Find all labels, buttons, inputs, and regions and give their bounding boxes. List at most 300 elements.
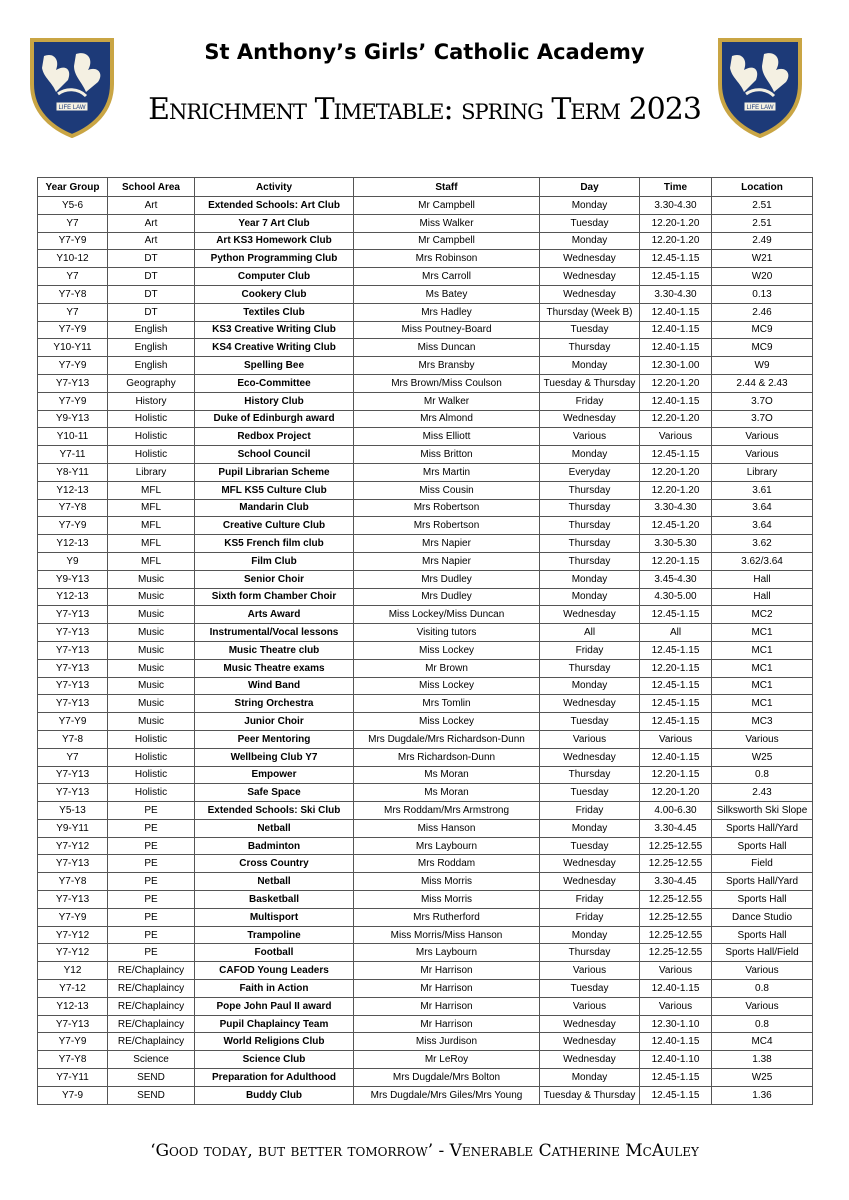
table-cell: Thursday (540, 659, 640, 677)
table-row (38, 784, 813, 802)
table-cell: Y7-Y12 (38, 837, 108, 855)
table-cell: Monday (540, 926, 640, 944)
table-cell: Mrs Roddam/Mrs Armstrong (354, 802, 540, 820)
table-row (38, 303, 813, 321)
table-cell: Miss Morris/Miss Hanson (354, 926, 540, 944)
table-cell: Y12-13 (38, 588, 108, 606)
table-cell: W25 (712, 748, 813, 766)
table-row (38, 624, 813, 642)
table-cell: Various (712, 962, 813, 980)
table-cell: W25 (712, 1069, 813, 1087)
table-cell: Monday (540, 357, 640, 375)
table-row (38, 659, 813, 677)
table-cell: Sports Hall/Yard (712, 819, 813, 837)
table-row (38, 428, 813, 446)
table-cell: RE/Chaplaincy (108, 962, 195, 980)
table-row (38, 463, 813, 481)
table-cell: MC9 (712, 339, 813, 357)
table-cell: Miss Britton (354, 446, 540, 464)
table-cell: Mr Campbell (354, 197, 540, 215)
table-cell: 12.40-1.15 (640, 392, 712, 410)
table-row (38, 1069, 813, 1087)
table-cell: Holistic (108, 730, 195, 748)
table-cell: Trampoline (195, 926, 354, 944)
table-cell: PE (108, 802, 195, 820)
table-cell: Visiting tutors (354, 624, 540, 642)
table-cell: 0.8 (712, 766, 813, 784)
table-cell: Various (640, 962, 712, 980)
table-row (38, 410, 813, 428)
table-cell: 12.40-1.15 (640, 303, 712, 321)
table-cell: Redbox Project (195, 428, 354, 446)
table-row (38, 517, 813, 535)
table-cell: Monday (540, 588, 640, 606)
table-row (38, 232, 813, 250)
table-cell: Art (108, 214, 195, 232)
table-cell: Mrs Napier (354, 535, 540, 553)
table-cell: 12.20-1.20 (640, 481, 712, 499)
table-cell: DT (108, 303, 195, 321)
table-cell: Miss Lockey (354, 713, 540, 731)
table-row (38, 766, 813, 784)
table-cell: 4.00-6.30 (640, 802, 712, 820)
table-cell: PE (108, 837, 195, 855)
table-cell: Mrs Dugdale/Mrs Bolton (354, 1069, 540, 1087)
crest-motto-right: LIFE LAW (746, 105, 774, 111)
table-header-row (38, 178, 813, 197)
table-cell: Y9 (38, 552, 108, 570)
table-cell: Music (108, 624, 195, 642)
table-row (38, 730, 813, 748)
table-cell: 12.20-1.15 (640, 659, 712, 677)
table-cell: Various (540, 962, 640, 980)
table-cell: Mrs Robertson (354, 517, 540, 535)
table-cell: English (108, 339, 195, 357)
table-cell: RE/Chaplaincy (108, 980, 195, 998)
table-cell: Thursday (Week B) (540, 303, 640, 321)
column-header: Time (640, 178, 712, 197)
table-cell: Basketball (195, 891, 354, 909)
table-cell: Music (108, 677, 195, 695)
table-cell: PE (108, 908, 195, 926)
table-cell: CAFOD Young Leaders (195, 962, 354, 980)
table-cell: Wednesday (540, 855, 640, 873)
table-cell: RE/Chaplaincy (108, 997, 195, 1015)
column-header: Day (540, 178, 640, 197)
table-cell: 0.8 (712, 980, 813, 998)
table-cell: Y10-11 (38, 428, 108, 446)
column-header: Location (712, 178, 813, 197)
table-cell: 2.46 (712, 303, 813, 321)
table-cell: Monday (540, 677, 640, 695)
table-cell: Cookery Club (195, 285, 354, 303)
table-cell: Y12-13 (38, 481, 108, 499)
table-row (38, 713, 813, 731)
table-cell: All (540, 624, 640, 642)
table-cell: Film Club (195, 552, 354, 570)
table-cell: All (640, 624, 712, 642)
table-cell: Thursday (540, 499, 640, 517)
table-cell: Cross Country (195, 855, 354, 873)
table-cell: 12.20-1.20 (640, 784, 712, 802)
table-row (38, 374, 813, 392)
table-cell: 2.49 (712, 232, 813, 250)
table-cell: Library (108, 463, 195, 481)
table-cell: English (108, 357, 195, 375)
table-cell: PE (108, 926, 195, 944)
table-cell: Various (712, 997, 813, 1015)
table-row (38, 926, 813, 944)
table-cell: 12.25-12.55 (640, 891, 712, 909)
table-cell: Y12 (38, 962, 108, 980)
table-cell: Music (108, 695, 195, 713)
table-cell: W20 (712, 268, 813, 286)
table-cell: Various (640, 997, 712, 1015)
table-cell: 3.61 (712, 481, 813, 499)
table-cell: Pupil Chaplaincy Team (195, 1015, 354, 1033)
table-cell: Various (540, 997, 640, 1015)
table-cell: Miss Walker (354, 214, 540, 232)
table-cell: Mrs Roddam (354, 855, 540, 873)
table-cell: Mrs Brown/Miss Coulson (354, 374, 540, 392)
table-cell: Y7-Y9 (38, 357, 108, 375)
table-cell: Wednesday (540, 1015, 640, 1033)
table-cell: Sports Hall (712, 926, 813, 944)
table-cell: Mandarin Club (195, 499, 354, 517)
table-cell: Mr LeRoy (354, 1051, 540, 1069)
table-cell: Multisport (195, 908, 354, 926)
table-row (38, 214, 813, 232)
table-cell: 3.30-5.30 (640, 535, 712, 553)
table-cell: 12.45-1.15 (640, 695, 712, 713)
table-cell: Music Theatre club (195, 641, 354, 659)
table-cell: Preparation for Adulthood (195, 1069, 354, 1087)
table-cell: Thursday (540, 535, 640, 553)
table-body (38, 197, 813, 1105)
table-cell: Safe Space (195, 784, 354, 802)
table-cell: Miss Lockey (354, 677, 540, 695)
table-row (38, 321, 813, 339)
table-row (38, 446, 813, 464)
table-cell: RE/Chaplaincy (108, 1015, 195, 1033)
table-cell: Mr Harrison (354, 980, 540, 998)
table-cell: Various (712, 446, 813, 464)
table-cell: SEND (108, 1086, 195, 1104)
table-cell: Friday (540, 891, 640, 909)
table-cell: Y7-Y9 (38, 232, 108, 250)
table-cell: Y7-Y13 (38, 606, 108, 624)
table-cell: MC1 (712, 659, 813, 677)
table-cell: Mrs Laybourn (354, 944, 540, 962)
document-title: Enrichment Timetable: spring Term 2023 (148, 92, 701, 127)
table-cell: Mrs Dudley (354, 570, 540, 588)
table-cell: Friday (540, 802, 640, 820)
table-cell: 3.7O (712, 392, 813, 410)
table-cell: Python Programming Club (195, 250, 354, 268)
table-cell: Silksworth Ski Slope (712, 802, 813, 820)
table-cell: Y7-Y8 (38, 499, 108, 517)
table-row (38, 908, 813, 926)
table-cell: 3.7O (712, 410, 813, 428)
table-cell: Extended Schools: Art Club (195, 197, 354, 215)
table-cell: Mrs Almond (354, 410, 540, 428)
table-row (38, 339, 813, 357)
table-cell: Tuesday (540, 713, 640, 731)
table-cell: Y10-12 (38, 250, 108, 268)
table-cell: 12.25-12.55 (640, 837, 712, 855)
table-cell: Music (108, 659, 195, 677)
table-cell: Music (108, 588, 195, 606)
table-cell: 12.45-1.15 (640, 641, 712, 659)
table-cell: Friday (540, 641, 640, 659)
table-cell: Miss Elliott (354, 428, 540, 446)
table-row (38, 606, 813, 624)
table-cell: Y7-9 (38, 1086, 108, 1104)
table-cell: 12.45-1.15 (640, 268, 712, 286)
table-row (38, 695, 813, 713)
table-cell: MFL (108, 499, 195, 517)
table-cell: Miss Jurdison (354, 1033, 540, 1051)
school-name: St Anthony’s Girls’ Catholic Academy (204, 40, 645, 64)
table-cell: 3.62/3.64 (712, 552, 813, 570)
table-cell: Various (712, 730, 813, 748)
table-cell: Sports Hall/Yard (712, 873, 813, 891)
table-cell: Pupil Librarian Scheme (195, 463, 354, 481)
table-cell: English (108, 321, 195, 339)
table-cell: Mrs Hadley (354, 303, 540, 321)
table-row (38, 285, 813, 303)
table-cell: Wednesday (540, 1051, 640, 1069)
table-cell: Tuesday (540, 321, 640, 339)
column-header: Staff (354, 178, 540, 197)
table-cell: Miss Poutney-Board (354, 321, 540, 339)
table-cell: 12.45-1.15 (640, 713, 712, 731)
table-row (38, 962, 813, 980)
table-cell: 12.40-1.15 (640, 339, 712, 357)
table-cell: Tuesday (540, 837, 640, 855)
table-row (38, 997, 813, 1015)
table-cell: Ms Moran (354, 784, 540, 802)
table-cell: Wednesday (540, 695, 640, 713)
table-row (38, 819, 813, 837)
table-cell: Y7-Y13 (38, 677, 108, 695)
table-cell: MC2 (712, 606, 813, 624)
table-cell: Monday (540, 1069, 640, 1087)
table-cell: Peer Mentoring (195, 730, 354, 748)
table-cell: Textiles Club (195, 303, 354, 321)
table-cell: Y7 (38, 748, 108, 766)
column-header: School Area (108, 178, 195, 197)
table-cell: Y9-Y13 (38, 410, 108, 428)
table-cell: MC9 (712, 321, 813, 339)
table-cell: Mr Brown (354, 659, 540, 677)
table-cell: Thursday (540, 552, 640, 570)
table-cell: Y7-11 (38, 446, 108, 464)
table-cell: 12.25-12.55 (640, 944, 712, 962)
table-cell: Holistic (108, 428, 195, 446)
table-cell: Y10-Y11 (38, 339, 108, 357)
table-row (38, 392, 813, 410)
table-cell: Monday (540, 197, 640, 215)
table-cell: Mrs Laybourn (354, 837, 540, 855)
table-cell: PE (108, 819, 195, 837)
table-cell: History Club (195, 392, 354, 410)
table-cell: Wednesday (540, 268, 640, 286)
table-row (38, 357, 813, 375)
table-cell: Y7-Y9 (38, 1033, 108, 1051)
table-cell: 12.45-1.15 (640, 606, 712, 624)
table-cell: Y7-Y9 (38, 392, 108, 410)
table-cell: Various (712, 428, 813, 446)
table-cell: Creative Culture Club (195, 517, 354, 535)
table-cell: MFL (108, 481, 195, 499)
table-cell: Art (108, 197, 195, 215)
table-cell: Mrs Napier (354, 552, 540, 570)
table-cell: 2.43 (712, 784, 813, 802)
table-cell: Thursday (540, 944, 640, 962)
table-cell: Ms Batey (354, 285, 540, 303)
table-row (38, 677, 813, 695)
table-cell: Mrs Dudley (354, 588, 540, 606)
table-cell: World Religions Club (195, 1033, 354, 1051)
table-cell: PE (108, 891, 195, 909)
table-row (38, 944, 813, 962)
table-cell: Monday (540, 570, 640, 588)
table-cell: Tuesday (540, 784, 640, 802)
table-cell: Y7-Y9 (38, 908, 108, 926)
table-cell: Thursday (540, 517, 640, 535)
table-cell: Various (640, 730, 712, 748)
table-cell: W9 (712, 357, 813, 375)
table-row (38, 552, 813, 570)
table-cell: Mrs Richardson-Dunn (354, 748, 540, 766)
table-cell: Y7-Y13 (38, 641, 108, 659)
column-header: Activity (195, 178, 354, 197)
table-cell: Y7-Y9 (38, 517, 108, 535)
table-cell: 12.45-1.15 (640, 446, 712, 464)
table-cell: 12.25-12.55 (640, 855, 712, 873)
table-cell: 1.38 (712, 1051, 813, 1069)
table-cell: 2.44 & 2.43 (712, 374, 813, 392)
table-cell: Y7-Y11 (38, 1069, 108, 1087)
table-cell: Y7-Y12 (38, 926, 108, 944)
table-cell: Y7-Y8 (38, 1051, 108, 1069)
table-cell: Wednesday (540, 873, 640, 891)
table-cell: Various (640, 428, 712, 446)
table-cell: Tuesday & Thursday (540, 1086, 640, 1104)
table-cell: Mrs Carroll (354, 268, 540, 286)
table-cell: 0.8 (712, 1015, 813, 1033)
table-cell: Miss Hanson (354, 819, 540, 837)
table-row (38, 980, 813, 998)
table-cell: Mrs Robinson (354, 250, 540, 268)
table-cell: Mr Campbell (354, 232, 540, 250)
table-cell: Art KS3 Homework Club (195, 232, 354, 250)
table-cell: Arts Award (195, 606, 354, 624)
table-cell: Wednesday (540, 410, 640, 428)
footer-quote: ‘Good today, but better tomorrow’ - Venerable Catherine McAuley (150, 1141, 699, 1161)
table-cell: Mrs Bransby (354, 357, 540, 375)
table-cell: Netball (195, 873, 354, 891)
table-row (38, 802, 813, 820)
table-cell: 12.40-1.10 (640, 1051, 712, 1069)
table-cell: Library (712, 463, 813, 481)
table-cell: Y7 (38, 214, 108, 232)
table-cell: Monday (540, 232, 640, 250)
table-cell: 12.25-12.55 (640, 926, 712, 944)
table-cell: Wednesday (540, 1033, 640, 1051)
table-cell: MC1 (712, 695, 813, 713)
table-cell: Holistic (108, 446, 195, 464)
table-cell: MC1 (712, 677, 813, 695)
table-cell: Music (108, 570, 195, 588)
table-cell: Senior Choir (195, 570, 354, 588)
table-cell: Y7 (38, 303, 108, 321)
table-cell: Thursday (540, 481, 640, 499)
table-cell: Field (712, 855, 813, 873)
table-cell: Miss Lockey (354, 641, 540, 659)
table-cell: Everyday (540, 463, 640, 481)
table-row (38, 499, 813, 517)
table-cell: 0.13 (712, 285, 813, 303)
table-cell: MFL (108, 535, 195, 553)
table-cell: KS4 Creative Writing Club (195, 339, 354, 357)
table-cell: Y5-13 (38, 802, 108, 820)
table-cell: 12.45-1.20 (640, 517, 712, 535)
table-cell: Sports Hall/Field (712, 944, 813, 962)
table-cell: 4.30-5.00 (640, 588, 712, 606)
table-cell: DT (108, 285, 195, 303)
table-cell: 12.45-1.15 (640, 677, 712, 695)
table-row (38, 748, 813, 766)
table-cell: Y7 (38, 268, 108, 286)
table-cell: 3.30-4.45 (640, 819, 712, 837)
table-cell: Friday (540, 392, 640, 410)
table-cell: Holistic (108, 784, 195, 802)
table-row (38, 1015, 813, 1033)
table-cell: 12.45-1.15 (640, 1086, 712, 1104)
table-cell: Football (195, 944, 354, 962)
table-cell: RE/Chaplaincy (108, 1033, 195, 1051)
table-cell: KS5 French film club (195, 535, 354, 553)
table-cell: 3.64 (712, 517, 813, 535)
table-cell: Hall (712, 588, 813, 606)
table-cell: Y7-Y13 (38, 374, 108, 392)
table-cell: Monday (540, 819, 640, 837)
table-cell: Geography (108, 374, 195, 392)
column-header: Year Group (38, 178, 108, 197)
table-cell: 12.20-1.20 (640, 374, 712, 392)
table-row (38, 1086, 813, 1104)
table-cell: Y7-8 (38, 730, 108, 748)
table-cell: MC4 (712, 1033, 813, 1051)
table-cell: KS3 Creative Writing Club (195, 321, 354, 339)
table-row (38, 641, 813, 659)
table-cell: 3.30-4.30 (640, 499, 712, 517)
table-cell: Y12-13 (38, 535, 108, 553)
table-cell: 12.20-1.20 (640, 410, 712, 428)
table-cell: 3.62 (712, 535, 813, 553)
table-cell: History (108, 392, 195, 410)
table-cell: 12.30-1.00 (640, 357, 712, 375)
table-cell: Buddy Club (195, 1086, 354, 1104)
table-cell: Miss Duncan (354, 339, 540, 357)
table-row (38, 891, 813, 909)
table-cell: Science (108, 1051, 195, 1069)
table-cell: 12.20-1.20 (640, 463, 712, 481)
table-cell: Y9-Y13 (38, 570, 108, 588)
table-cell: Various (540, 730, 640, 748)
